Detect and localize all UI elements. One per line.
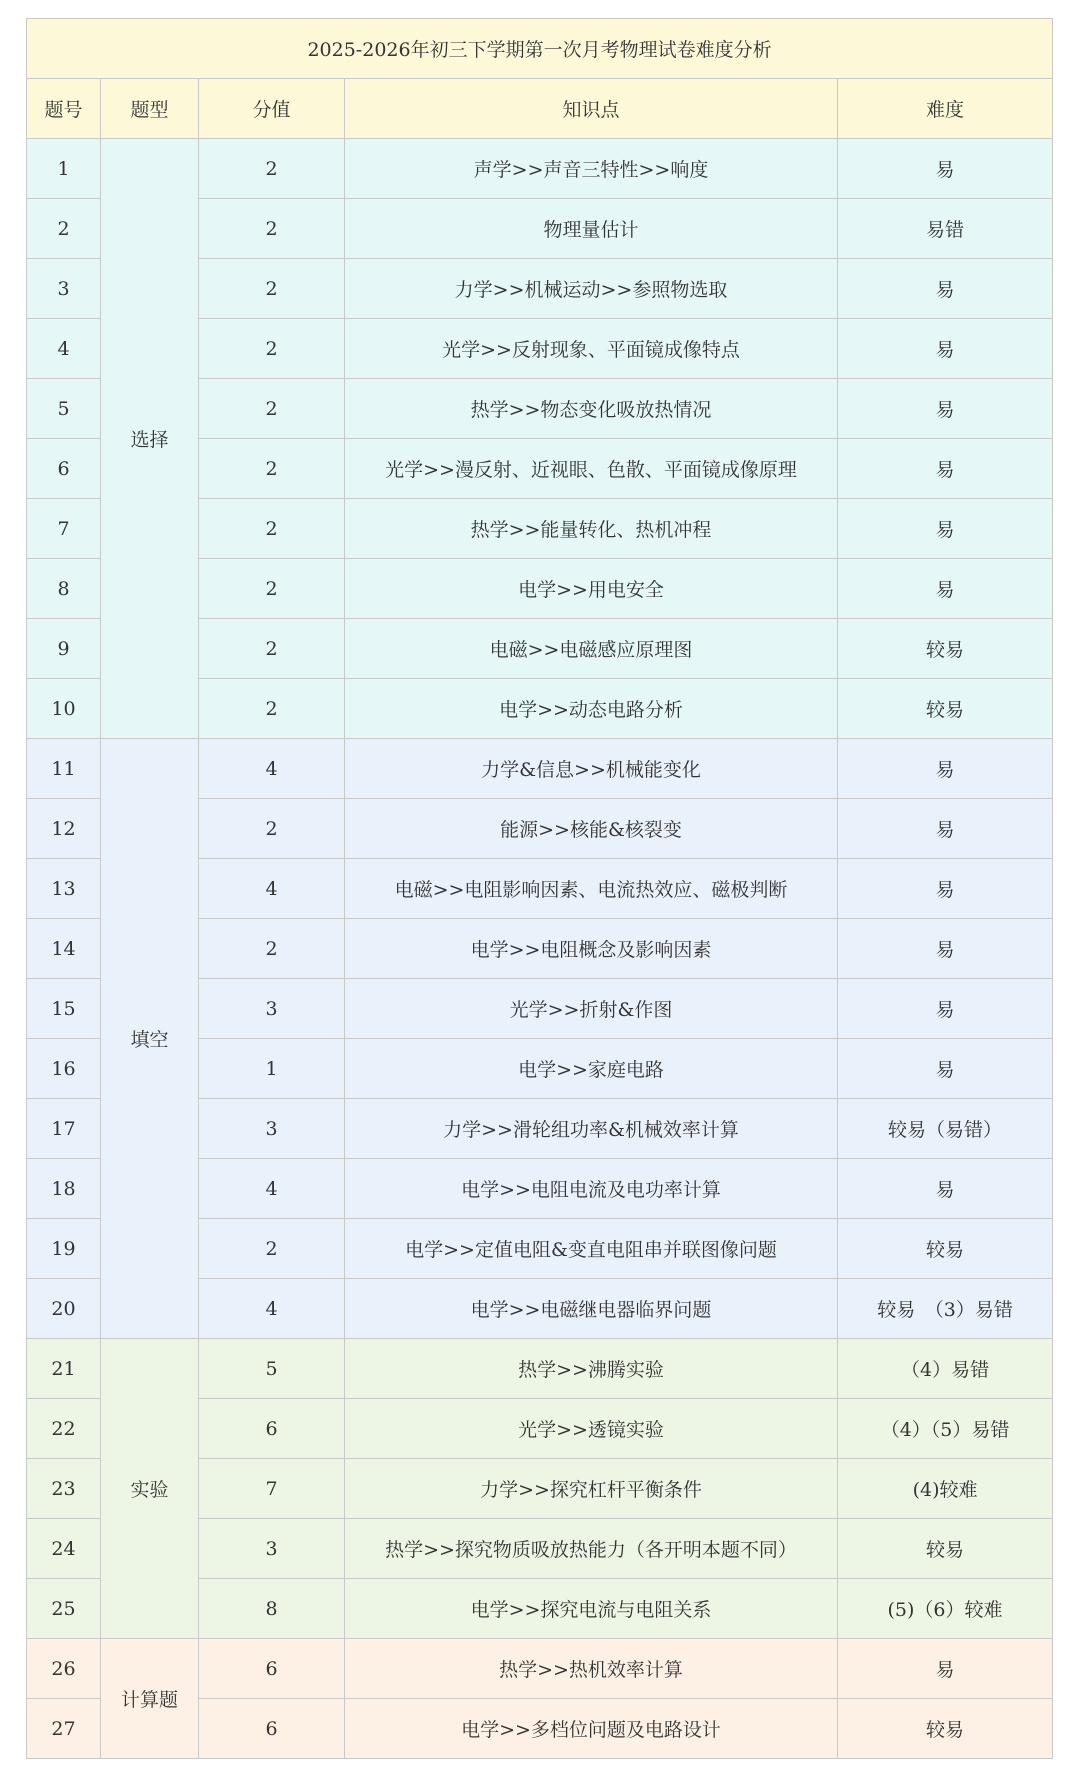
question-number-cell: 6 [27, 439, 101, 499]
score-cell: 2 [199, 379, 345, 439]
topic-cell: 光学>>透镜实验 [345, 1399, 838, 1459]
topic-cell: 电学>>家庭电路 [345, 1039, 838, 1099]
score-cell: 2 [199, 499, 345, 559]
topic-cell: 电学>>动态电路分析 [345, 679, 838, 739]
score-cell: 3 [199, 979, 345, 1039]
topic-cell: 电学>>电磁继电器临界问题 [345, 1279, 838, 1339]
score-cell: 3 [199, 1519, 345, 1579]
difficulty-cell: 较易 [838, 1219, 1053, 1279]
score-cell: 4 [199, 859, 345, 919]
difficulty-cell: 易 [838, 859, 1053, 919]
question-type-cell: 填空 [101, 739, 199, 1339]
question-number-cell: 3 [27, 259, 101, 319]
difficulty-cell: 易 [838, 139, 1053, 199]
question-number-cell: 16 [27, 1039, 101, 1099]
difficulty-cell: （4）易错 [838, 1339, 1053, 1399]
header-score: 分值 [199, 79, 345, 139]
header-difficulty: 难度 [838, 79, 1053, 139]
question-number-cell: 12 [27, 799, 101, 859]
score-cell: 2 [199, 319, 345, 379]
score-cell: 2 [199, 199, 345, 259]
score-cell: 2 [199, 439, 345, 499]
score-cell: 1 [199, 1039, 345, 1099]
difficulty-cell: 易 [838, 979, 1053, 1039]
difficulty-cell: 易 [838, 559, 1053, 619]
question-number-cell: 20 [27, 1279, 101, 1339]
question-number-cell: 5 [27, 379, 101, 439]
difficulty-cell: 易 [838, 499, 1053, 559]
score-cell: 4 [199, 1159, 345, 1219]
difficulty-cell: 较易（易错） [838, 1099, 1053, 1159]
question-number-cell: 24 [27, 1519, 101, 1579]
difficulty-cell: 易 [838, 1159, 1053, 1219]
topic-cell: 力学&信息>>机械能变化 [345, 739, 838, 799]
question-number-cell: 21 [27, 1339, 101, 1399]
topic-cell: 电学>>电阻概念及影响因素 [345, 919, 838, 979]
difficulty-analysis-sheet [26, 18, 1052, 1759]
table-row [27, 1339, 1053, 1399]
table-body [27, 139, 1053, 1759]
question-number-cell: 15 [27, 979, 101, 1039]
difficulty-cell: 易错 [838, 199, 1053, 259]
difficulty-cell: 易 [838, 259, 1053, 319]
topic-cell: 热学>>沸腾实验 [345, 1339, 838, 1399]
question-number-cell: 2 [27, 199, 101, 259]
topic-cell: 热学>>热机效率计算 [345, 1639, 838, 1699]
difficulty-cell: 易 [838, 1639, 1053, 1699]
topic-cell: 物理量估计 [345, 199, 838, 259]
score-cell: 2 [199, 1219, 345, 1279]
question-number-cell: 23 [27, 1459, 101, 1519]
score-cell: 2 [199, 259, 345, 319]
difficulty-cell: (4)较难 [838, 1459, 1053, 1519]
topic-cell: 力学>>探究杠杆平衡条件 [345, 1459, 838, 1519]
topic-cell: 电学>>用电安全 [345, 559, 838, 619]
question-number-cell: 7 [27, 499, 101, 559]
question-type-cell: 选择 [101, 139, 199, 739]
difficulty-cell: 易 [838, 919, 1053, 979]
question-number-cell: 26 [27, 1639, 101, 1699]
topic-cell: 电学>>电阻电流及电功率计算 [345, 1159, 838, 1219]
question-type-cell: 实验 [101, 1339, 199, 1639]
topic-cell: 电磁>>电阻影响因素、电流热效应、磁极判断 [345, 859, 838, 919]
topic-cell: 光学>>反射现象、平面镜成像特点 [345, 319, 838, 379]
difficulty-cell: 较易 [838, 1519, 1053, 1579]
score-cell: 2 [199, 799, 345, 859]
score-cell: 8 [199, 1579, 345, 1639]
topic-cell: 力学>>滑轮组功率&机械效率计算 [345, 1099, 838, 1159]
score-cell: 2 [199, 139, 345, 199]
question-number-cell: 4 [27, 319, 101, 379]
score-cell: 3 [199, 1099, 345, 1159]
difficulty-cell: 易 [838, 799, 1053, 859]
table-row [27, 739, 1053, 799]
question-number-cell: 11 [27, 739, 101, 799]
difficulty-cell: 较易 [838, 679, 1053, 739]
question-number-cell: 27 [27, 1699, 101, 1759]
score-cell: 6 [199, 1639, 345, 1699]
difficulty-cell: 较易 [838, 1699, 1053, 1759]
table-title: 2025-2026年初三下学期第一次月考物理试卷难度分析 [27, 19, 1053, 79]
score-cell: 2 [199, 919, 345, 979]
header-topic: 知识点 [345, 79, 838, 139]
score-cell: 6 [199, 1699, 345, 1759]
topic-cell: 光学>>折射&作图 [345, 979, 838, 1039]
score-cell: 2 [199, 619, 345, 679]
difficulty-cell: （4）（5）易错 [838, 1399, 1053, 1459]
question-number-cell: 17 [27, 1099, 101, 1159]
score-cell: 4 [199, 1279, 345, 1339]
question-number-cell: 18 [27, 1159, 101, 1219]
header-number: 题号 [27, 79, 101, 139]
question-number-cell: 22 [27, 1399, 101, 1459]
difficulty-cell: 易 [838, 319, 1053, 379]
topic-cell: 热学>>探究物质吸放热能力（各开明本题不同） [345, 1519, 838, 1579]
topic-cell: 能源>>核能&核裂变 [345, 799, 838, 859]
question-number-cell: 19 [27, 1219, 101, 1279]
topic-cell: 声学>>声音三特性>>响度 [345, 139, 838, 199]
table-row [27, 1639, 1053, 1699]
topic-cell: 热学>>物态变化吸放热情况 [345, 379, 838, 439]
score-cell: 2 [199, 679, 345, 739]
topic-cell: 电学>>探究电流与电阻关系 [345, 1579, 838, 1639]
difficulty-cell: 较易 [838, 619, 1053, 679]
question-number-cell: 10 [27, 679, 101, 739]
score-cell: 4 [199, 739, 345, 799]
difficulty-cell: 易 [838, 1039, 1053, 1099]
question-type-cell: 计算题 [101, 1639, 199, 1759]
question-number-cell: 9 [27, 619, 101, 679]
question-number-cell: 25 [27, 1579, 101, 1639]
title-row [27, 19, 1053, 79]
difficulty-cell: (5)（6）较难 [838, 1579, 1053, 1639]
score-cell: 6 [199, 1399, 345, 1459]
difficulty-cell: 易 [838, 379, 1053, 439]
topic-cell: 光学>>漫反射、近视眼、色散、平面镜成像原理 [345, 439, 838, 499]
table-row [27, 139, 1053, 199]
topic-cell: 电学>>定值电阻&变直电阻串并联图像问题 [345, 1219, 838, 1279]
difficulty-cell: 较易 （3）易错 [838, 1279, 1053, 1339]
score-cell: 5 [199, 1339, 345, 1399]
topic-cell: 力学>>机械运动>>参照物选取 [345, 259, 838, 319]
topic-cell: 电磁>>电磁感应原理图 [345, 619, 838, 679]
question-number-cell: 8 [27, 559, 101, 619]
header-type: 题型 [101, 79, 199, 139]
header-row [27, 79, 1053, 139]
question-number-cell: 14 [27, 919, 101, 979]
score-cell: 2 [199, 559, 345, 619]
difficulty-cell: 易 [838, 739, 1053, 799]
topic-cell: 热学>>能量转化、热机冲程 [345, 499, 838, 559]
score-cell: 7 [199, 1459, 345, 1519]
question-number-cell: 13 [27, 859, 101, 919]
question-number-cell: 1 [27, 139, 101, 199]
difficulty-table [26, 18, 1053, 1759]
difficulty-cell: 易 [838, 439, 1053, 499]
topic-cell: 电学>>多档位问题及电路设计 [345, 1699, 838, 1759]
